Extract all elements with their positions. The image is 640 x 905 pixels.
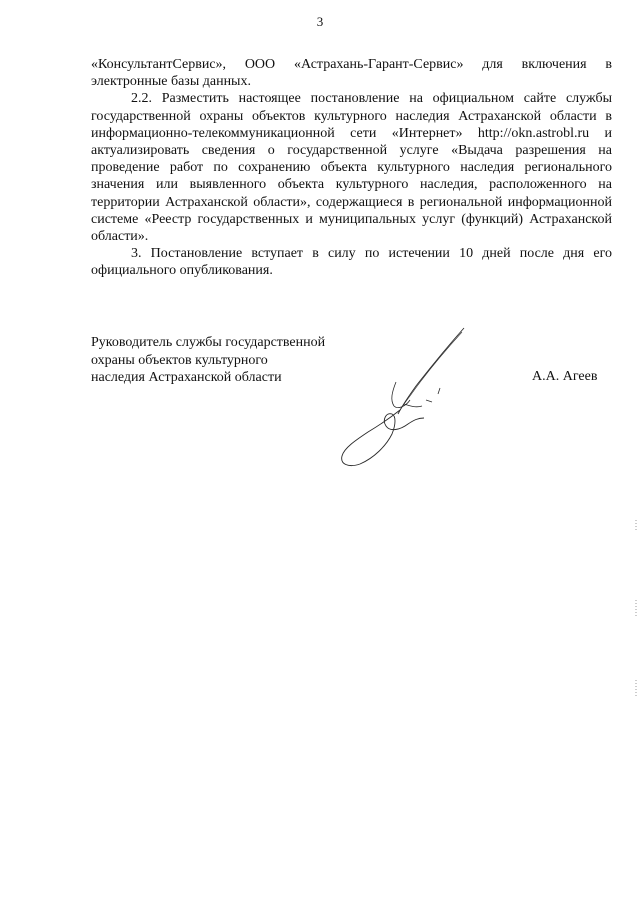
signatory-title-line: Руководитель службы государственной bbox=[91, 335, 326, 350]
scan-edge-marks bbox=[634, 520, 638, 700]
paragraph-clause-3: 3. Постановление вступает в силу по истечении 10 дней после дня его официального опубликования. bbox=[91, 246, 612, 279]
handwritten-signature bbox=[330, 322, 470, 472]
signatory-name: А.А. Агеев bbox=[532, 369, 598, 384]
signatory-title-line: наследия Астраханской области bbox=[91, 370, 282, 386]
signatory-title bbox=[91, 334, 325, 387]
paragraph-clause-2-2: 2.2. Разместить настоящее постановление на официальном сайте службы государственной охраны объектов культурного наследия Астраханской области в информационно-телекоммуникационной сети «Интернет» http://okn.astrobl.ru и актуализировать сведения о государственной услуге «Выдача разрешения на проведение работ по сохранению объекта культурного наследия регионального значения или выявленного объекта культурного наследия, расположенного на территории Астраханской области», содержащиеся в региональной информационной системе «Реестр государственных и муниципальных услуг (функций) Астраханской области». bbox=[91, 91, 612, 245]
page-number: 3 bbox=[316, 14, 324, 29]
signatory-title-line: охраны объектов культурного bbox=[91, 352, 268, 368]
paragraph-continuation: «КонсультантСервис», ООО «Астрахань-Гарант-Сервис» для включения в электронные базы данных. bbox=[91, 57, 612, 90]
document-body bbox=[91, 56, 612, 280]
